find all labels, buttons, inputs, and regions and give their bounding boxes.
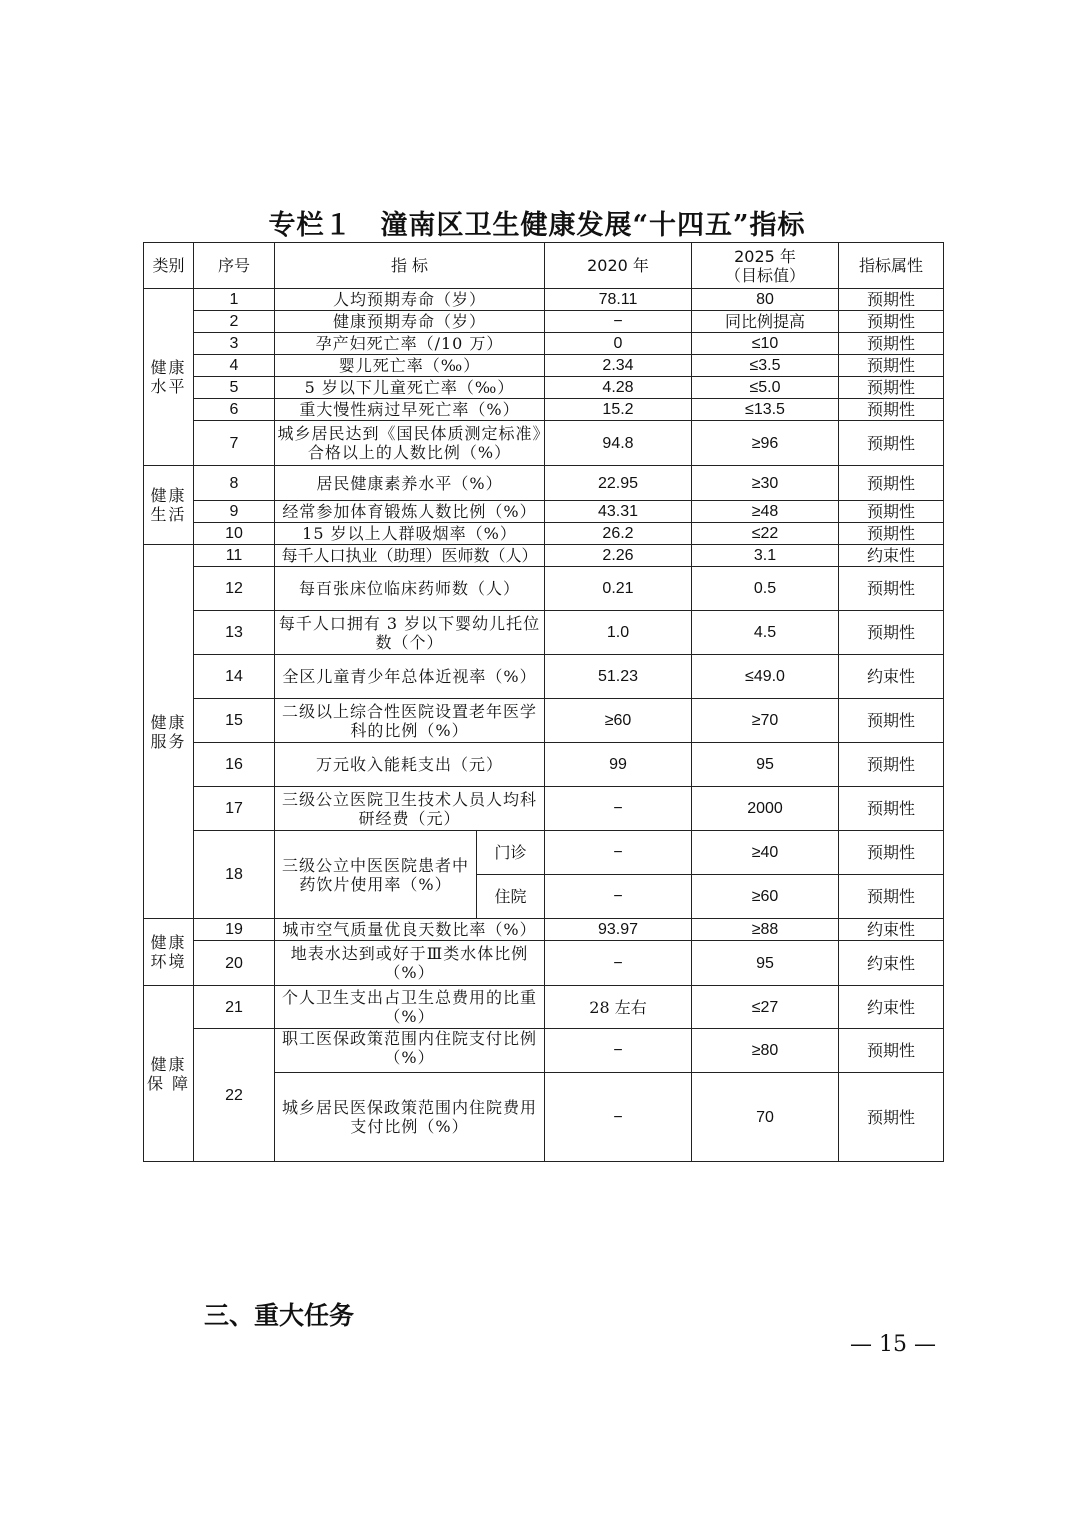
row-no: 12 <box>194 567 275 611</box>
row-name: 地表水达到或好于Ⅲ类水体比例（%） <box>275 941 545 986</box>
row-no: 10 <box>194 523 275 545</box>
category-cell: 健康服务 <box>144 545 194 919</box>
row-no: 3 <box>194 333 275 355</box>
row-no: 5 <box>194 377 275 399</box>
row-no: 20 <box>194 941 275 986</box>
row-2020: − <box>545 875 692 919</box>
row-no: 4 <box>194 355 275 377</box>
indicator-table <box>143 242 944 1162</box>
table-row <box>144 545 944 567</box>
row-attr: 约束性 <box>839 545 944 567</box>
row-2025: 4.5 <box>692 611 839 655</box>
row-2025: ≤5.0 <box>692 377 839 399</box>
header-attr: 指标属性 <box>839 243 944 289</box>
table-row <box>144 1029 944 1073</box>
table-row <box>144 919 944 941</box>
table-row <box>144 377 944 399</box>
row-name: 重大慢性病过早死亡率（%） <box>275 399 545 421</box>
row-name: 每千人口拥有 3 岁以下婴幼儿托位数（个） <box>275 611 545 655</box>
row-2025: ≥88 <box>692 919 839 941</box>
row-no: 14 <box>194 655 275 699</box>
row-2020: 99 <box>545 743 692 787</box>
row-name: 每百张床位临床药师数（人） <box>275 567 545 611</box>
table-row <box>144 831 944 875</box>
row-name: 健康预期寿命（岁） <box>275 311 545 333</box>
row-name: 婴儿死亡率（‰） <box>275 355 545 377</box>
row-attr: 预期性 <box>839 875 944 919</box>
row-2020: ≥60 <box>545 699 692 743</box>
row-no: 17 <box>194 787 275 831</box>
table-row <box>144 567 944 611</box>
row-name: 人均预期寿命（岁） <box>275 289 545 311</box>
row-name: 三级公立中医医院患者中药饮片使用率（%） <box>275 831 477 919</box>
table-row <box>144 611 944 655</box>
row-attr: 预期性 <box>839 501 944 523</box>
row-2020: 0.21 <box>545 567 692 611</box>
table-row <box>144 941 944 986</box>
row-name: 万元收入能耗支出（元） <box>275 743 545 787</box>
row-2020: − <box>545 787 692 831</box>
table-row <box>144 743 944 787</box>
row-2025: ≥40 <box>692 831 839 875</box>
row-2025: ≥70 <box>692 699 839 743</box>
row-2025: 同比例提高 <box>692 311 839 333</box>
row-name: 城市空气质量优良天数比率（%） <box>275 919 545 941</box>
table-row <box>144 311 944 333</box>
row-2020: − <box>545 1073 692 1162</box>
table-row <box>144 655 944 699</box>
row-2025: 95 <box>692 743 839 787</box>
row-no: 16 <box>194 743 275 787</box>
table-row <box>144 466 944 501</box>
row-no: 11 <box>194 545 275 567</box>
row-2020: 51.23 <box>545 655 692 699</box>
row-2025: ≤22 <box>692 523 839 545</box>
row-2020: 15.2 <box>545 399 692 421</box>
row-2020: 28 左右 <box>545 986 692 1029</box>
row-2025: ≥96 <box>692 421 839 466</box>
category-cell: 健康水平 <box>144 289 194 466</box>
row-no: 9 <box>194 501 275 523</box>
row-name: 经常参加体育锻炼人数比例（%） <box>275 501 545 523</box>
table-row <box>144 333 944 355</box>
row-2020: 93.97 <box>545 919 692 941</box>
row-attr: 预期性 <box>839 699 944 743</box>
row-name: 每千人口执业（助理）医师数（人） <box>275 545 545 567</box>
table-row <box>144 355 944 377</box>
row-attr: 约束性 <box>839 941 944 986</box>
table-row <box>144 289 944 311</box>
row-attr: 预期性 <box>839 1073 944 1162</box>
row-2025: ≥60 <box>692 875 839 919</box>
row-2025: 0.5 <box>692 567 839 611</box>
row-2020: − <box>545 311 692 333</box>
row-attr: 预期性 <box>839 399 944 421</box>
row-no: 8 <box>194 466 275 501</box>
row-attr: 预期性 <box>839 523 944 545</box>
row-2020: 2.34 <box>545 355 692 377</box>
row-name: 城乡居民达到《国民体质测定标准》合格以上的人数比例（%） <box>275 421 545 466</box>
row-2025: ≤10 <box>692 333 839 355</box>
row-attr: 预期性 <box>839 377 944 399</box>
row-name: 职工医保政策范围内住院支付比例（%） <box>275 1029 545 1073</box>
row-2020: 22.95 <box>545 466 692 501</box>
row-name: 全区儿童青少年总体近视率（%） <box>275 655 545 699</box>
table-row <box>144 399 944 421</box>
row-sub-label: 门诊 <box>477 831 545 875</box>
section-heading: 三、重大任务 <box>204 1301 355 1330</box>
row-2020: 43.31 <box>545 501 692 523</box>
row-2020: − <box>545 1029 692 1073</box>
row-2020: 0 <box>545 333 692 355</box>
row-attr: 预期性 <box>839 355 944 377</box>
row-name: 二级以上综合性医院设置老年医学科的比例（%） <box>275 699 545 743</box>
row-no: 19 <box>194 919 275 941</box>
header-seq: 序号 <box>194 243 275 289</box>
header-2020: 2020 年 <box>545 243 692 289</box>
row-name: 15 岁以上人群吸烟率（%） <box>275 523 545 545</box>
row-attr: 预期性 <box>839 466 944 501</box>
table-row <box>144 787 944 831</box>
table-header-row <box>144 243 944 289</box>
row-attr: 预期性 <box>839 333 944 355</box>
page-number: — 15 — <box>850 1332 936 1357</box>
row-name: 孕产妇死亡率（/10 万） <box>275 333 545 355</box>
row-no: 22 <box>194 1029 275 1162</box>
row-no: 13 <box>194 611 275 655</box>
category-cell: 健康环境 <box>144 919 194 986</box>
row-2025: 3.1 <box>692 545 839 567</box>
header-2025: 2025 年 （目标值） <box>692 243 839 289</box>
row-attr: 预期性 <box>839 567 944 611</box>
row-2025: 80 <box>692 289 839 311</box>
row-2025: 95 <box>692 941 839 986</box>
table-row <box>144 523 944 545</box>
row-2025: ≤49.0 <box>692 655 839 699</box>
row-no: 18 <box>194 831 275 919</box>
row-attr: 约束性 <box>839 655 944 699</box>
header-indicator: 指 标 <box>275 243 545 289</box>
row-2020: − <box>545 831 692 875</box>
row-attr: 预期性 <box>839 289 944 311</box>
row-2020: 26.2 <box>545 523 692 545</box>
row-2025: 2000 <box>692 787 839 831</box>
table-row <box>144 421 944 466</box>
table-row <box>144 699 944 743</box>
category-cell: 健康保 障 <box>144 986 194 1162</box>
row-sub-label: 住院 <box>477 875 545 919</box>
row-2020: 1.0 <box>545 611 692 655</box>
row-2025: ≤13.5 <box>692 399 839 421</box>
row-2025: ≤3.5 <box>692 355 839 377</box>
row-2020: 94.8 <box>545 421 692 466</box>
row-attr: 约束性 <box>839 919 944 941</box>
category-cell: 健康生活 <box>144 466 194 545</box>
header-category: 类别 <box>144 243 194 289</box>
row-attr: 预期性 <box>839 611 944 655</box>
row-attr: 预期性 <box>839 1029 944 1073</box>
row-attr: 预期性 <box>839 743 944 787</box>
row-2020: 78.11 <box>545 289 692 311</box>
row-no: 2 <box>194 311 275 333</box>
row-no: 7 <box>194 421 275 466</box>
row-no: 15 <box>194 699 275 743</box>
row-2025: ≥80 <box>692 1029 839 1073</box>
row-attr: 约束性 <box>839 986 944 1029</box>
row-2020: 4.28 <box>545 377 692 399</box>
row-2020: 2.26 <box>545 545 692 567</box>
row-attr: 预期性 <box>839 787 944 831</box>
row-no: 21 <box>194 986 275 1029</box>
row-name: 个人卫生支出占卫生总费用的比重（%） <box>275 986 545 1029</box>
row-2020: − <box>545 941 692 986</box>
table-title: 专栏１ 潼南区卫生健康发展“十四五”指标 <box>268 210 806 241</box>
row-name: 三级公立医院卫生技术人员人均科研经费（元） <box>275 787 545 831</box>
row-2025: ≥30 <box>692 466 839 501</box>
row-no: 6 <box>194 399 275 421</box>
row-attr: 预期性 <box>839 831 944 875</box>
row-name: 居民健康素养水平（%） <box>275 466 545 501</box>
row-name: 城乡居民医保政策范围内住院费用支付比例（%） <box>275 1073 545 1162</box>
row-2025: ≤27 <box>692 986 839 1029</box>
row-no: 1 <box>194 289 275 311</box>
row-2025: 70 <box>692 1073 839 1162</box>
row-name: 5 岁以下儿童死亡率（‰） <box>275 377 545 399</box>
row-2025: ≥48 <box>692 501 839 523</box>
table-row <box>144 501 944 523</box>
table-row <box>144 986 944 1029</box>
row-attr: 预期性 <box>839 311 944 333</box>
row-attr: 预期性 <box>839 421 944 466</box>
